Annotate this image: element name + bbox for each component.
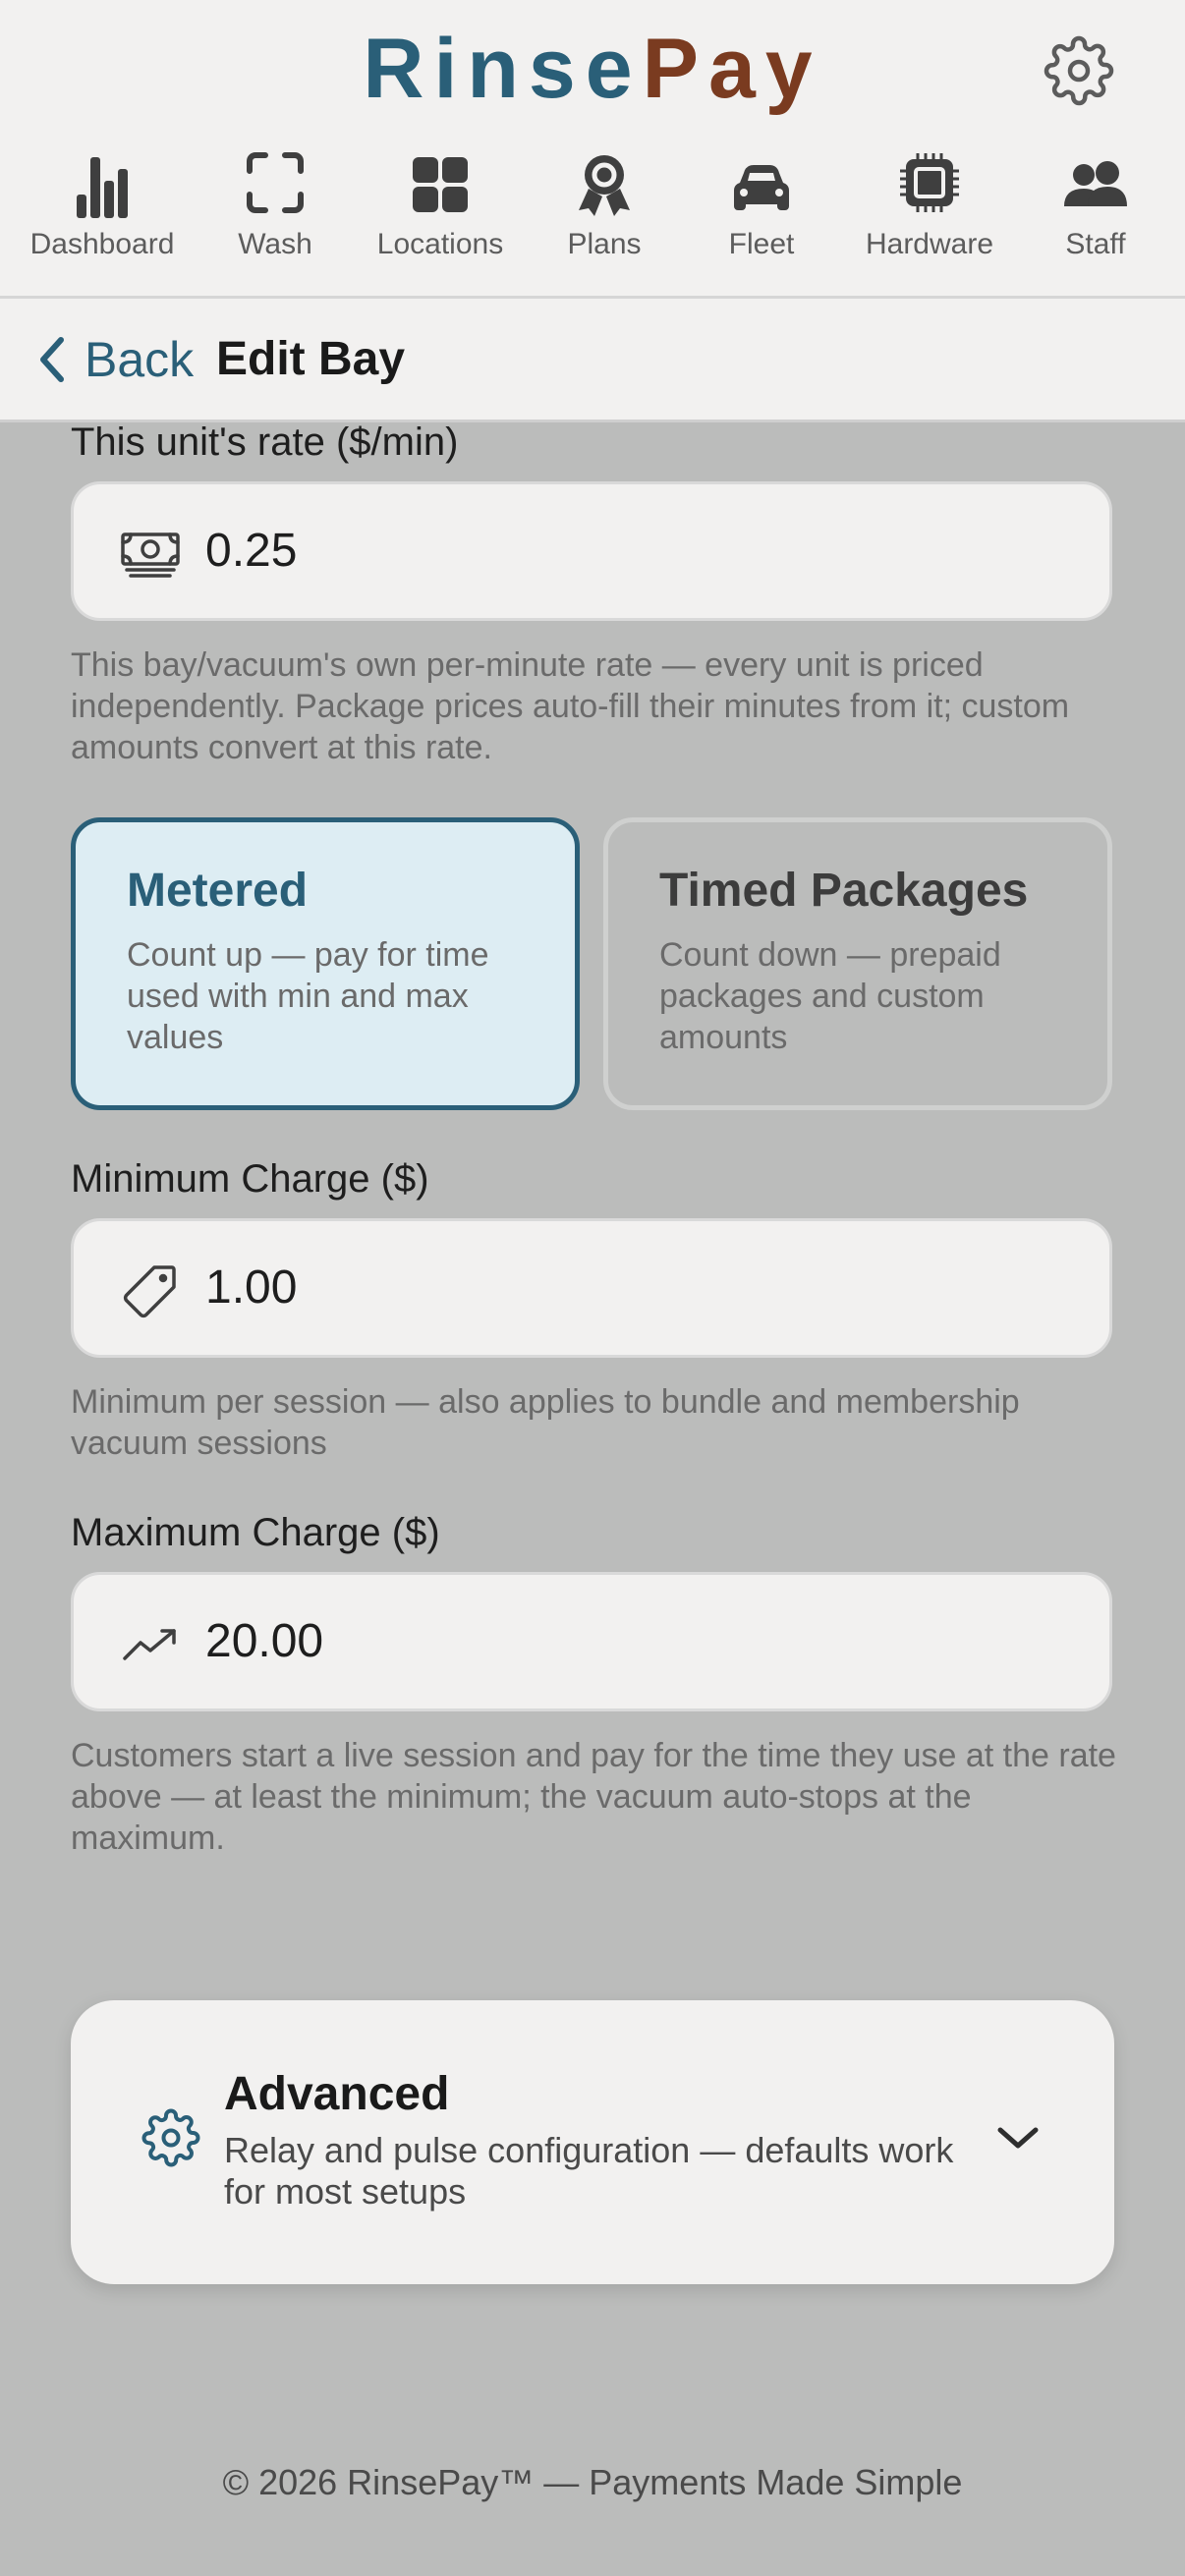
settings-button[interactable] [1044, 35, 1114, 106]
nav-label: Fleet [728, 228, 795, 260]
mode-option-metered[interactable] [71, 817, 580, 1110]
gear-icon [1044, 35, 1114, 106]
max-charge-value: 20.00 [205, 1615, 324, 1667]
max-charge-input[interactable] [71, 1572, 1112, 1711]
award-ribbon-icon [573, 147, 636, 218]
gear-icon [141, 2108, 200, 2167]
nav-item-plans[interactable] [516, 147, 693, 265]
nav-item-hardware[interactable] [841, 147, 1018, 265]
money-icon [121, 525, 180, 584]
nav-label: Locations [376, 228, 504, 260]
min-charge-help-text: Minimum per session — also applies to bundle and membership vacuum sessions [71, 1383, 1020, 1462]
nav-item-wash[interactable] [187, 147, 364, 265]
nav-label: Dashboard [29, 228, 175, 260]
mode-title: Timed Packages [659, 865, 1029, 917]
main-nav [0, 147, 1185, 265]
bar-chart-icon [71, 147, 134, 218]
rate-label: This unit's rate ($/min) [71, 420, 459, 464]
chevron-left-icon [37, 336, 67, 383]
min-charge-value: 1.00 [205, 1261, 298, 1314]
rate-help-text: This bay/vacuum's own per-minute rate — every unit is priced independently. Package prices auto-fill their minutes from it; custom amounts convert at this rate. [71, 646, 1070, 766]
grid-icon [409, 147, 472, 218]
rate-input[interactable] [71, 481, 1112, 621]
nav-item-fleet[interactable] [673, 147, 850, 265]
max-charge-label: Maximum Charge ($) [71, 1511, 440, 1554]
mode-description: Count down — prepaid packages and custom amounts [659, 936, 1001, 1056]
users-icon [1060, 147, 1131, 218]
app-header [0, 0, 1185, 299]
scan-frame-icon [244, 147, 307, 218]
min-charge-input[interactable] [71, 1218, 1112, 1358]
rate-value: 0.25 [205, 525, 298, 577]
mode-title: Metered [127, 865, 309, 917]
app-logo: RinsePay [363, 22, 822, 116]
chip-icon [898, 147, 961, 218]
page-title: Edit Bay [216, 333, 406, 385]
footer-text: © 2026 RinsePay™ — Payments Made Simple [222, 2462, 963, 2502]
mode-option-timed-packages[interactable] [603, 817, 1112, 1110]
back-label: Back [85, 332, 195, 387]
nav-label: Hardware [865, 228, 994, 260]
car-icon [730, 147, 793, 218]
nav-item-dashboard[interactable] [14, 147, 191, 265]
back-button[interactable] [37, 328, 194, 391]
nav-item-staff[interactable] [1007, 147, 1184, 265]
chevron-down-icon [988, 2108, 1047, 2167]
min-charge-label: Minimum Charge ($) [71, 1157, 429, 1201]
advanced-description: Relay and pulse configuration — defaults work for most setups [224, 2130, 954, 2212]
page-header [0, 299, 1185, 422]
max-charge-help-text: Customers start a live session and pay for the time they use at the rate above — at least the minimum; the vacuum auto-stops at the maximum. [71, 1737, 1116, 1857]
mode-description: Count up — pay for time used with min and max values [127, 936, 489, 1056]
advanced-section-toggle[interactable] [71, 2000, 1114, 2284]
trending-up-icon [121, 1615, 180, 1674]
advanced-title: Advanced [224, 2068, 450, 2120]
nav-label: Wash [238, 228, 312, 260]
nav-label: Staff [1065, 228, 1126, 260]
tag-icon [121, 1261, 180, 1320]
nav-item-locations[interactable] [352, 147, 529, 265]
nav-label: Plans [567, 228, 642, 260]
